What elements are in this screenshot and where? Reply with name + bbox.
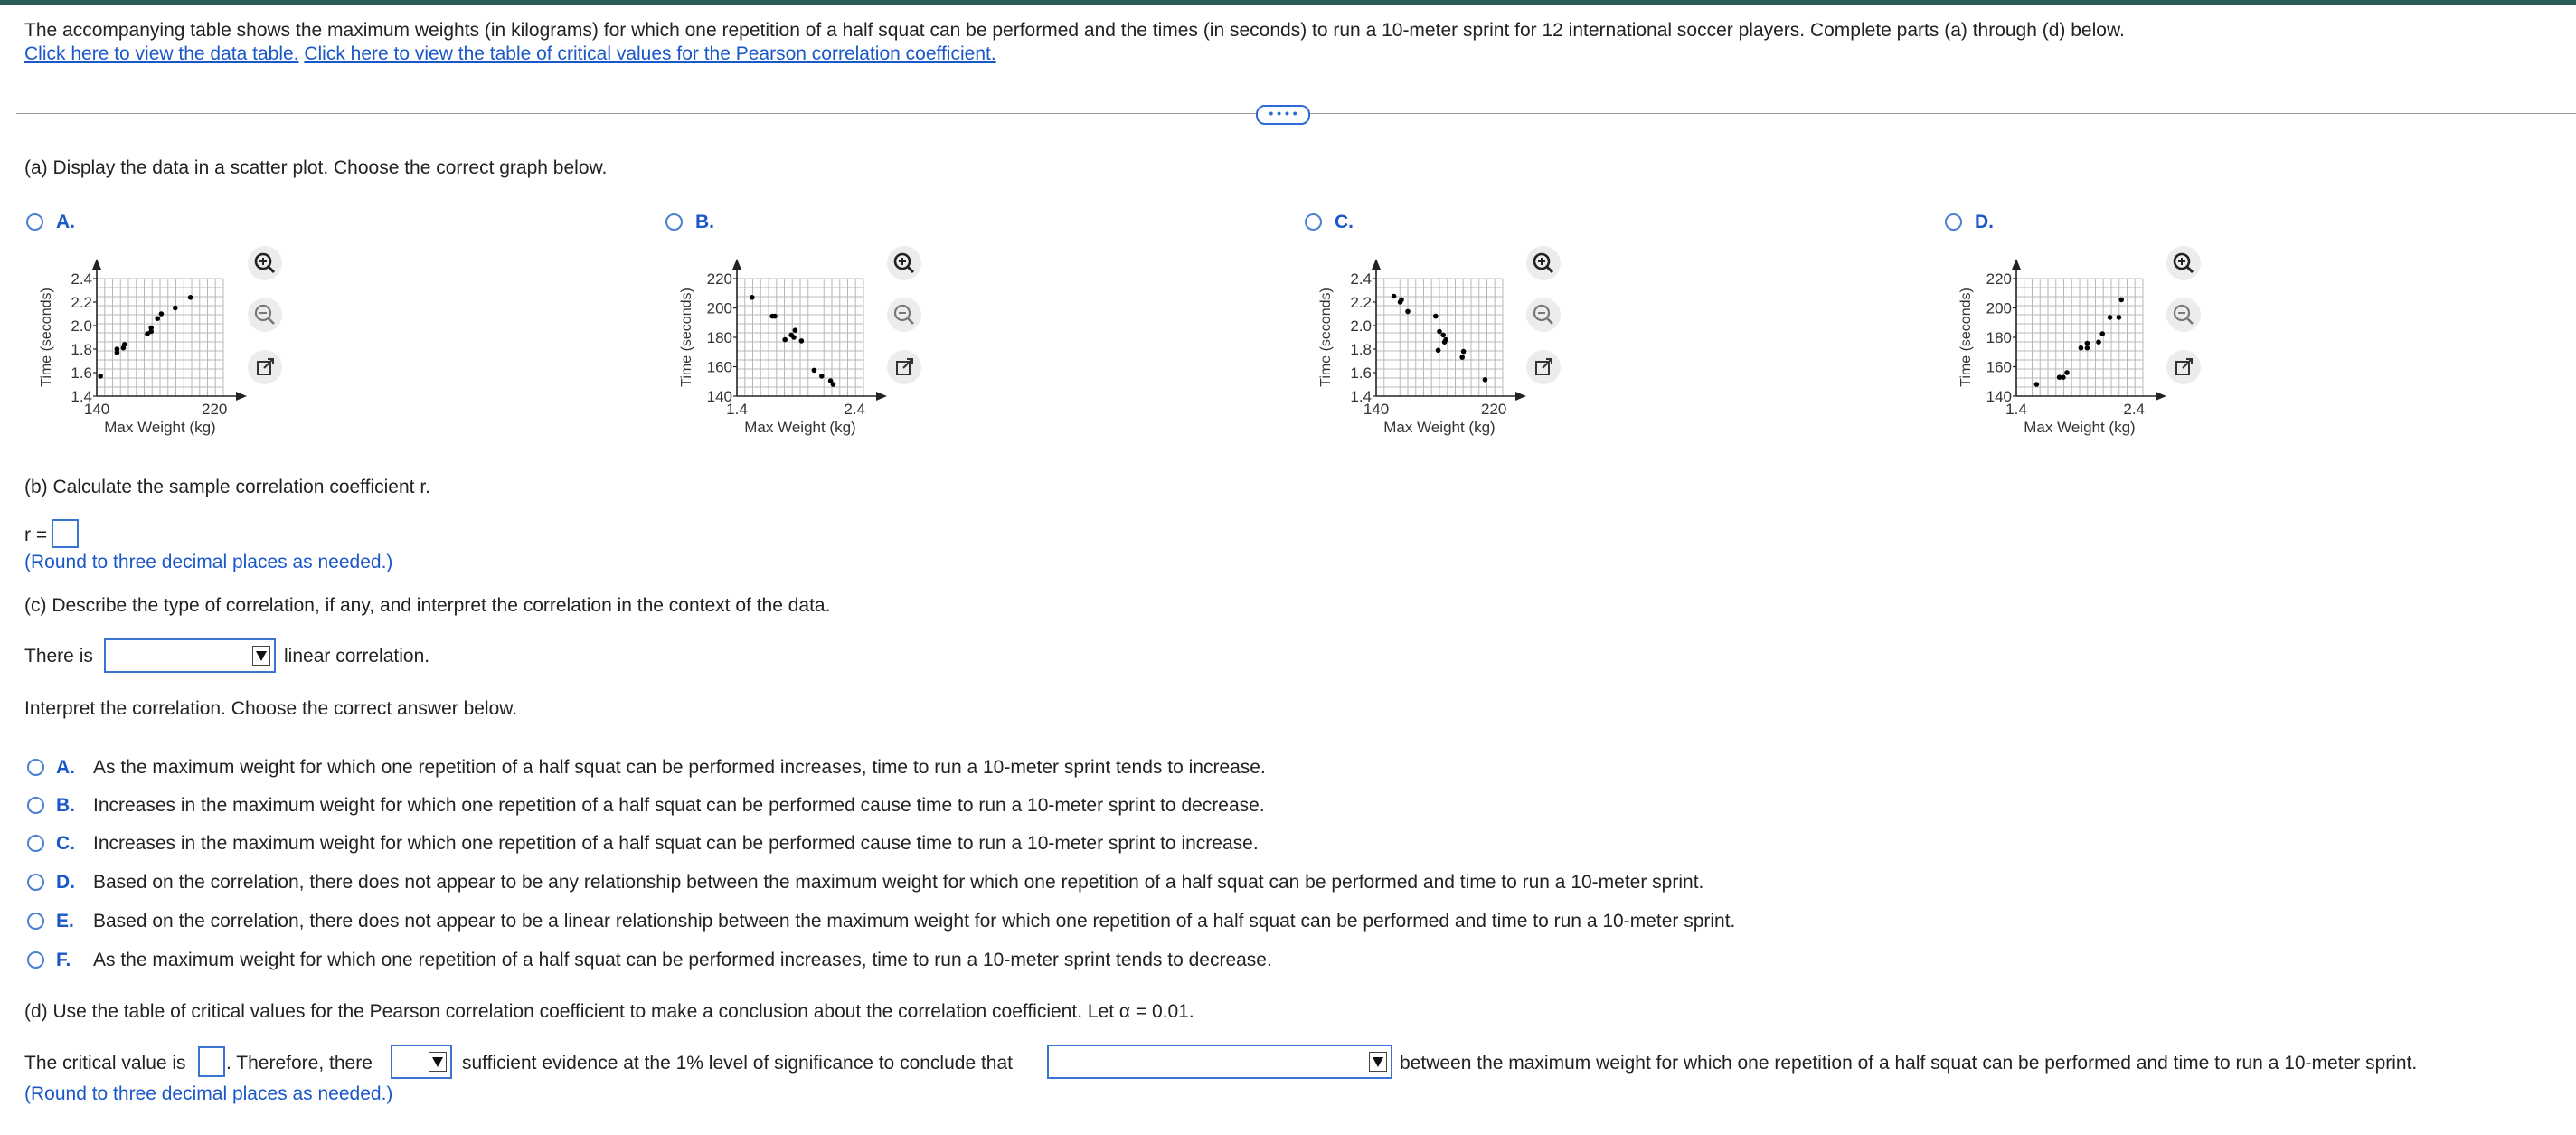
y-tick-label: 2.2 [71, 294, 92, 311]
scatter-plot-svg [1956, 242, 2182, 459]
scatter-point [831, 382, 836, 387]
x-tick-label: 2.4 [2123, 401, 2146, 418]
open-new-window-icon[interactable] [1526, 350, 1561, 384]
y-tick-label: 180 [706, 329, 732, 346]
x-tick-label: 140 [83, 401, 110, 418]
scatter-point [1440, 333, 1446, 338]
critical-value-label: The critical value is [24, 1053, 186, 1074]
between-label: between the maximum weight for which one repetition of a half squat can be performed and time to run a 10-meter sprint. [1400, 1053, 2418, 1074]
graph-option-b-radio[interactable] [665, 213, 683, 231]
zoom-in-icon[interactable] [887, 246, 921, 280]
scatter-point [1433, 314, 1439, 319]
there-is-label: There is [24, 646, 93, 667]
part-b-hint: (Round to three decimal places as needed.) [24, 552, 393, 572]
x-tick-label: 1.4 [2005, 401, 2027, 418]
part-c-prompt: (c) Describe the type of correlation, if any, and interpret the correlation in the context of the data. [24, 595, 831, 616]
x-tick-label: 220 [202, 401, 228, 418]
y-tick-label: 2.4 [71, 270, 92, 288]
y-tick-label: 1.4 [71, 388, 92, 405]
scatter-plot-svg [36, 242, 262, 459]
y-tick-label: 2.0 [71, 317, 92, 335]
part-b-prompt: (b) Calculate the sample correlation coefficient r. [24, 477, 430, 497]
scatter-point [1399, 298, 1404, 303]
linear-correlation-label: linear correlation. [284, 646, 430, 667]
scatter-point [782, 337, 788, 343]
critical-values-link[interactable]: Click here to view the table of critical values for the Pearson correlation coefficient. [304, 43, 996, 64]
graph-option-c-radio[interactable] [1305, 213, 1322, 231]
correlation-type-select[interactable] [104, 638, 276, 673]
x-axis-label: Max Weight (kg) [104, 419, 216, 436]
graph-option-a-letter: A. [56, 212, 75, 232]
scatter-point [155, 316, 160, 321]
scatter-point [148, 329, 154, 335]
scatter-point [819, 374, 825, 379]
interpret-option-e-letter: E. [56, 911, 74, 932]
r-label: r = [24, 525, 48, 545]
y-axis-label: Time (seconds) [39, 288, 54, 387]
dropdown-arrow-icon [1369, 1052, 1387, 1072]
scatter-point [1483, 377, 1488, 383]
therefore-label: . Therefore, there [226, 1053, 373, 1074]
scatter-point [1405, 309, 1411, 315]
scatter-point [2117, 315, 2122, 320]
interpret-option-f-text: As the maximum weight for which one repetition of a half squat can be performed increases, time to run a 10-meter sprint tends to decrease. [93, 950, 1272, 970]
scatter-point [799, 338, 805, 344]
scatter-point [2034, 382, 2040, 387]
interpret-option-e-text: Based on the correlation, there does not appear to be a linear relationship between the maximum weight for which one repetition of a half squat can be performed and time to run a 10-meter sprint. [93, 911, 1736, 932]
scatter-point [159, 311, 165, 317]
x-tick-label: 2.4 [844, 401, 866, 418]
graph-option-d-letter: D. [1975, 212, 1994, 232]
y-tick-label: 200 [1986, 299, 2012, 317]
y-tick-label: 1.8 [71, 341, 92, 358]
scatter-point [2064, 370, 2070, 375]
interpret-option-d-letter: D. [56, 872, 75, 893]
scatter-point [750, 295, 755, 300]
graph-option-d-radio[interactable] [1945, 213, 1962, 231]
interpret-option-d-radio[interactable] [27, 874, 44, 891]
scatter-point [1392, 294, 1397, 299]
scatter-point [122, 342, 127, 347]
open-new-window-icon[interactable] [2166, 350, 2201, 384]
scatter-plot-svg [676, 242, 902, 459]
scatter-point [1437, 329, 1442, 335]
dropdown-arrow-icon [252, 646, 270, 666]
part-a-prompt: (a) Display the data in a scatter plot. Choose the correct graph below. [24, 157, 608, 178]
y-axis-label: Time (seconds) [679, 288, 694, 387]
zoom-out-icon[interactable] [1526, 298, 1561, 332]
y-tick-label: 2.4 [1350, 270, 1372, 288]
more-button[interactable]: • • • • [1256, 105, 1310, 125]
critical-value-input[interactable] [198, 1046, 225, 1077]
scatter-point [2096, 339, 2101, 345]
interpret-option-a-radio[interactable] [27, 759, 44, 776]
scatter-point [2061, 374, 2066, 380]
top-accent-bar [0, 0, 2576, 5]
scatter-point [115, 346, 120, 352]
y-tick-label: 140 [1986, 388, 2012, 405]
scatter-point [2085, 341, 2090, 346]
y-axis-label: Time (seconds) [1318, 288, 1334, 387]
x-tick-label: 1.4 [726, 401, 748, 418]
graph-option-a-radio[interactable] [26, 213, 43, 231]
y-tick-label: 1.6 [1350, 364, 1372, 382]
r-input[interactable] [52, 519, 79, 548]
zoom-out-icon[interactable] [887, 298, 921, 332]
interpret-option-b-letter: B. [56, 795, 75, 816]
graph-option-c [1316, 242, 1542, 459]
open-new-window-icon[interactable] [887, 350, 921, 384]
y-tick-label: 2.0 [1350, 317, 1372, 335]
zoom-in-icon[interactable] [1526, 246, 1561, 280]
y-axis-label: Time (seconds) [1958, 288, 1974, 387]
scatter-plot-svg [1316, 242, 1542, 459]
scatter-point [188, 295, 193, 300]
interpret-option-a-text: As the maximum weight for which one repetition of a half squat can be performed increases, time to run a 10-meter sprint tends to increase. [93, 757, 1266, 778]
y-tick-label: 160 [706, 358, 732, 376]
y-tick-label: 2.2 [1350, 294, 1372, 311]
x-axis-label: Max Weight (kg) [2024, 419, 2136, 436]
scatter-point [2118, 298, 2124, 303]
scatter-point [173, 306, 178, 311]
scatter-point [772, 314, 778, 319]
interpret-option-c-text: Increases in the maximum weight for which one repetition of a half squat can be performed cause time to run a 10-meter sprint to increase. [93, 833, 1259, 854]
y-tick-label: 220 [706, 270, 732, 288]
scatter-point [2099, 331, 2105, 336]
y-tick-label: 180 [1986, 329, 2012, 346]
part-d-prompt: (d) Use the table of critical values for the Pearson correlation coefficient to make a conclusion about the correlation coefficient. Let α = 0.01. [24, 1001, 1194, 1022]
evidence-select[interactable] [391, 1045, 452, 1079]
question-intro: The accompanying table shows the maximum weights (in kilograms) for which one repetition of a half squat can be performed and the times (in seconds) to run a 10-meter sprint for 12 international soccer players. Complete parts (a) through (d) below. [24, 20, 2125, 41]
y-tick-label: 220 [1986, 270, 2012, 288]
interpret-prompt: Interpret the correlation. Choose the correct answer below. [24, 698, 518, 719]
y-tick-label: 200 [706, 299, 732, 317]
y-tick-label: 1.6 [71, 364, 92, 382]
interpret-option-a-letter: A. [56, 757, 75, 778]
graph-option-d [1956, 242, 2182, 459]
scatter-point [2079, 345, 2084, 351]
scatter-point [791, 335, 797, 340]
y-tick-label: 1.4 [1350, 388, 1372, 405]
scatter-point [1436, 348, 1441, 354]
intro-links [24, 43, 996, 65]
part-d-hint: (Round to three decimal places as needed.) [24, 1083, 393, 1104]
x-tick-label: 140 [1363, 401, 1390, 418]
interpret-option-b-radio[interactable] [27, 797, 44, 814]
graph-option-b-letter: B. [695, 212, 714, 232]
interpret-option-b-text: Increases in the maximum weight for which one repetition of a half squat can be performed cause time to run a 10-meter sprint to decrease. [93, 795, 1265, 816]
y-tick-label: 160 [1986, 358, 2012, 376]
x-axis-label: Max Weight (kg) [744, 419, 856, 436]
zoom-in-icon[interactable] [2166, 246, 2201, 280]
y-tick-label: 140 [706, 388, 732, 405]
open-new-window-icon[interactable] [248, 350, 282, 384]
interpret-option-f-letter: F. [56, 950, 71, 970]
x-axis-label: Max Weight (kg) [1383, 419, 1496, 436]
sufficient-label: sufficient evidence at the 1% level of significance to conclude that [462, 1053, 1013, 1074]
graph-option-c-letter: C. [1335, 212, 1354, 232]
interpret-option-d-text: Based on the correlation, there does not appear to be any relationship between the maximum weight for which one repetition of a half squat can be performed and time to run a 10-meter sprint. [93, 872, 1704, 893]
interpret-option-c-letter: C. [56, 833, 75, 854]
zoom-in-icon[interactable] [248, 246, 282, 280]
scatter-point [1459, 355, 1465, 360]
scatter-point [2085, 345, 2090, 351]
scatter-point [793, 327, 798, 333]
zoom-out-icon[interactable] [248, 298, 282, 332]
interpret-option-e-radio[interactable] [27, 913, 44, 930]
zoom-out-icon[interactable] [2166, 298, 2201, 332]
scatter-point [98, 374, 103, 379]
scatter-point [1461, 349, 1467, 355]
scatter-point [2108, 315, 2113, 320]
scatter-point [1442, 339, 1448, 345]
interpret-option-c-radio[interactable] [27, 835, 44, 852]
conclusion-select[interactable] [1047, 1045, 1392, 1079]
data-table-link[interactable]: Click here to view the data table. [24, 43, 299, 64]
graph-option-b [676, 242, 902, 459]
graph-option-a [36, 242, 262, 459]
y-tick-label: 1.8 [1350, 341, 1372, 358]
dropdown-arrow-icon [429, 1052, 447, 1072]
scatter-point [812, 368, 817, 374]
interpret-option-f-radio[interactable] [27, 951, 44, 969]
x-tick-label: 220 [1481, 401, 1507, 418]
